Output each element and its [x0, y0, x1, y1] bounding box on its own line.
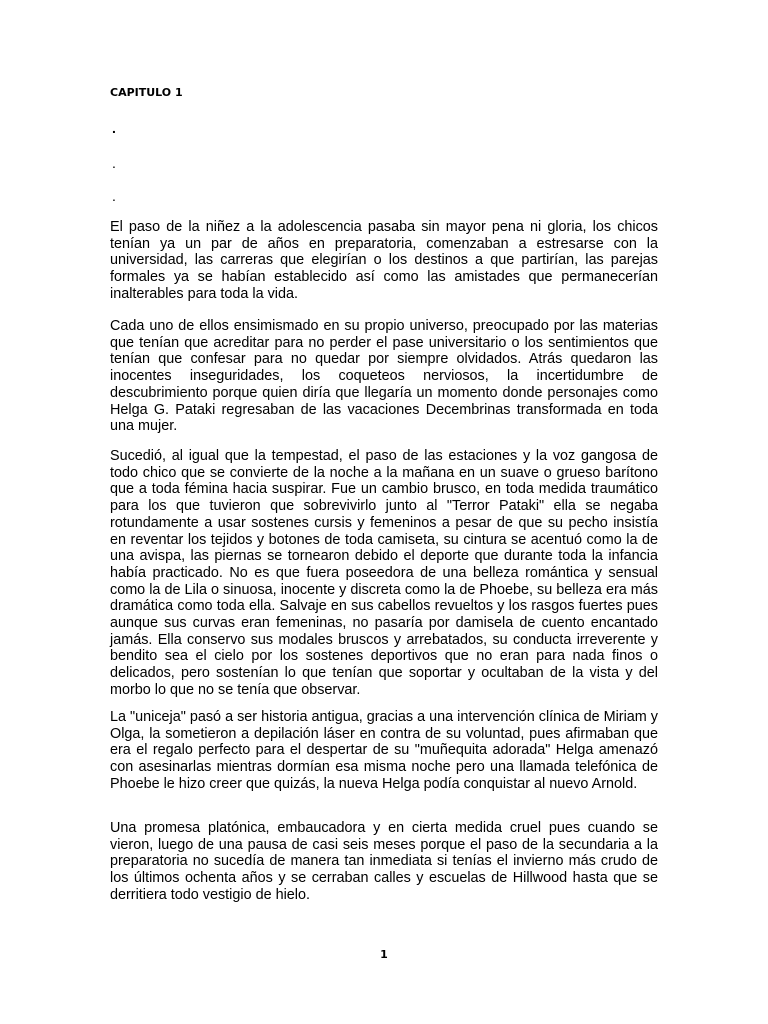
paragraph: Cada uno de ellos ensimismado en su propio universo, preocupado por las materias que tenían que acreditar para no perder el pase universitario o los sentimientos que tenían que confesar para no quedar por siempre olvidados. Atrás quedaron las inocentes inseguridades, los coqueteos nerviosos, la incertidumbre de descubrimiento porque quien diría que llegaría un momento donde personajes como Helga G. Pataki regresaban de las vacaciones Decembrinas transformada en toda una mujer. [110, 318, 658, 435]
paragraph: Una promesa platónica, embaucadora y en cierta medida cruel pues cuando se vieron, luego de una pausa de casi seis meses porque el paso de la secundaria a la preparatoria no sucedía de manera tan inmediata si tenías el invierno más crudo de los últimos ochenta años y se cerraban calles y escuelas de Hillwood hasta que se derritiera todo vestigio de hielo. [110, 820, 658, 903]
chapter-title: CAPITULO 1 [110, 86, 183, 99]
paragraph: La "uniceja" pasó a ser historia antigua, gracias a una intervención clínica de Miriam y Olga, la sometieron a depilación láser en contra de su voluntad, pues afirmaban que era el regalo perfecto para el despertar de su "muñequita adorada" Helga amenazó con asesinarlas mientras dormían esa misma noche pero una llamada telefónica de Phoebe le hizo creer que quizás, la nueva Helga podía conquistar al nuevo Arnold. [110, 709, 658, 792]
paragraph: El paso de la niñez a la adolescencia pasaba sin mayor pena ni gloria, los chicos tenían ya un par de años en preparatoria, comenzaban a estresarse con la universidad, las carreras que elegirían o los destinos a que partirían, las parejas formales ya se habían establecido así como las amistades que permanecerían inalterables para toda la vida. [110, 219, 658, 302]
separator-dot: . [112, 188, 116, 204]
paragraph: Sucedió, al igual que la tempestad, el paso de las estaciones y la voz gangosa de todo chico que se convierte de la noche a la mañana en un suave o grueso barítono que a toda fémina hacia suspirar. Fue un cambio brusco, en toda medida traumático para los que tuvieron que sobrevivirlo junto al "Terror Pataki" ella se negaba rotundamente a usar sostenes cursis y femeninos a pesar de que su pecho insistía en reventar los tejidos y botones de toda camiseta, su cintura se acentuó como la de una avispa, las piernas se tornearon debido el deporte que durante toda la infancia había practicado. No es que fuera poseedora de una belleza romántica y sensual como la de Lila o sinuosa, inocente y discreta como la de Phoebe, su belleza era más dramática como toda ella. Salvaje en sus cabellos revueltos y los rasgos fuertes pues aunque sus curvas eran femeninas, no pasaría por damisela de cuento encantado jamás. Ella conservo sus modales bruscos y arrebatados, su conducta irreverente y bendito sea el cielo por los sostenes deportivos que no eran para nada finos o delicados, pero sostenían lo que tenían que soportar y ocultaban de la vista y del morbo lo que no se tenía que observar. [110, 448, 658, 698]
separator-dot: . [112, 120, 116, 136]
page-number: 1 [380, 948, 388, 961]
separator-dot: . [112, 155, 116, 171]
